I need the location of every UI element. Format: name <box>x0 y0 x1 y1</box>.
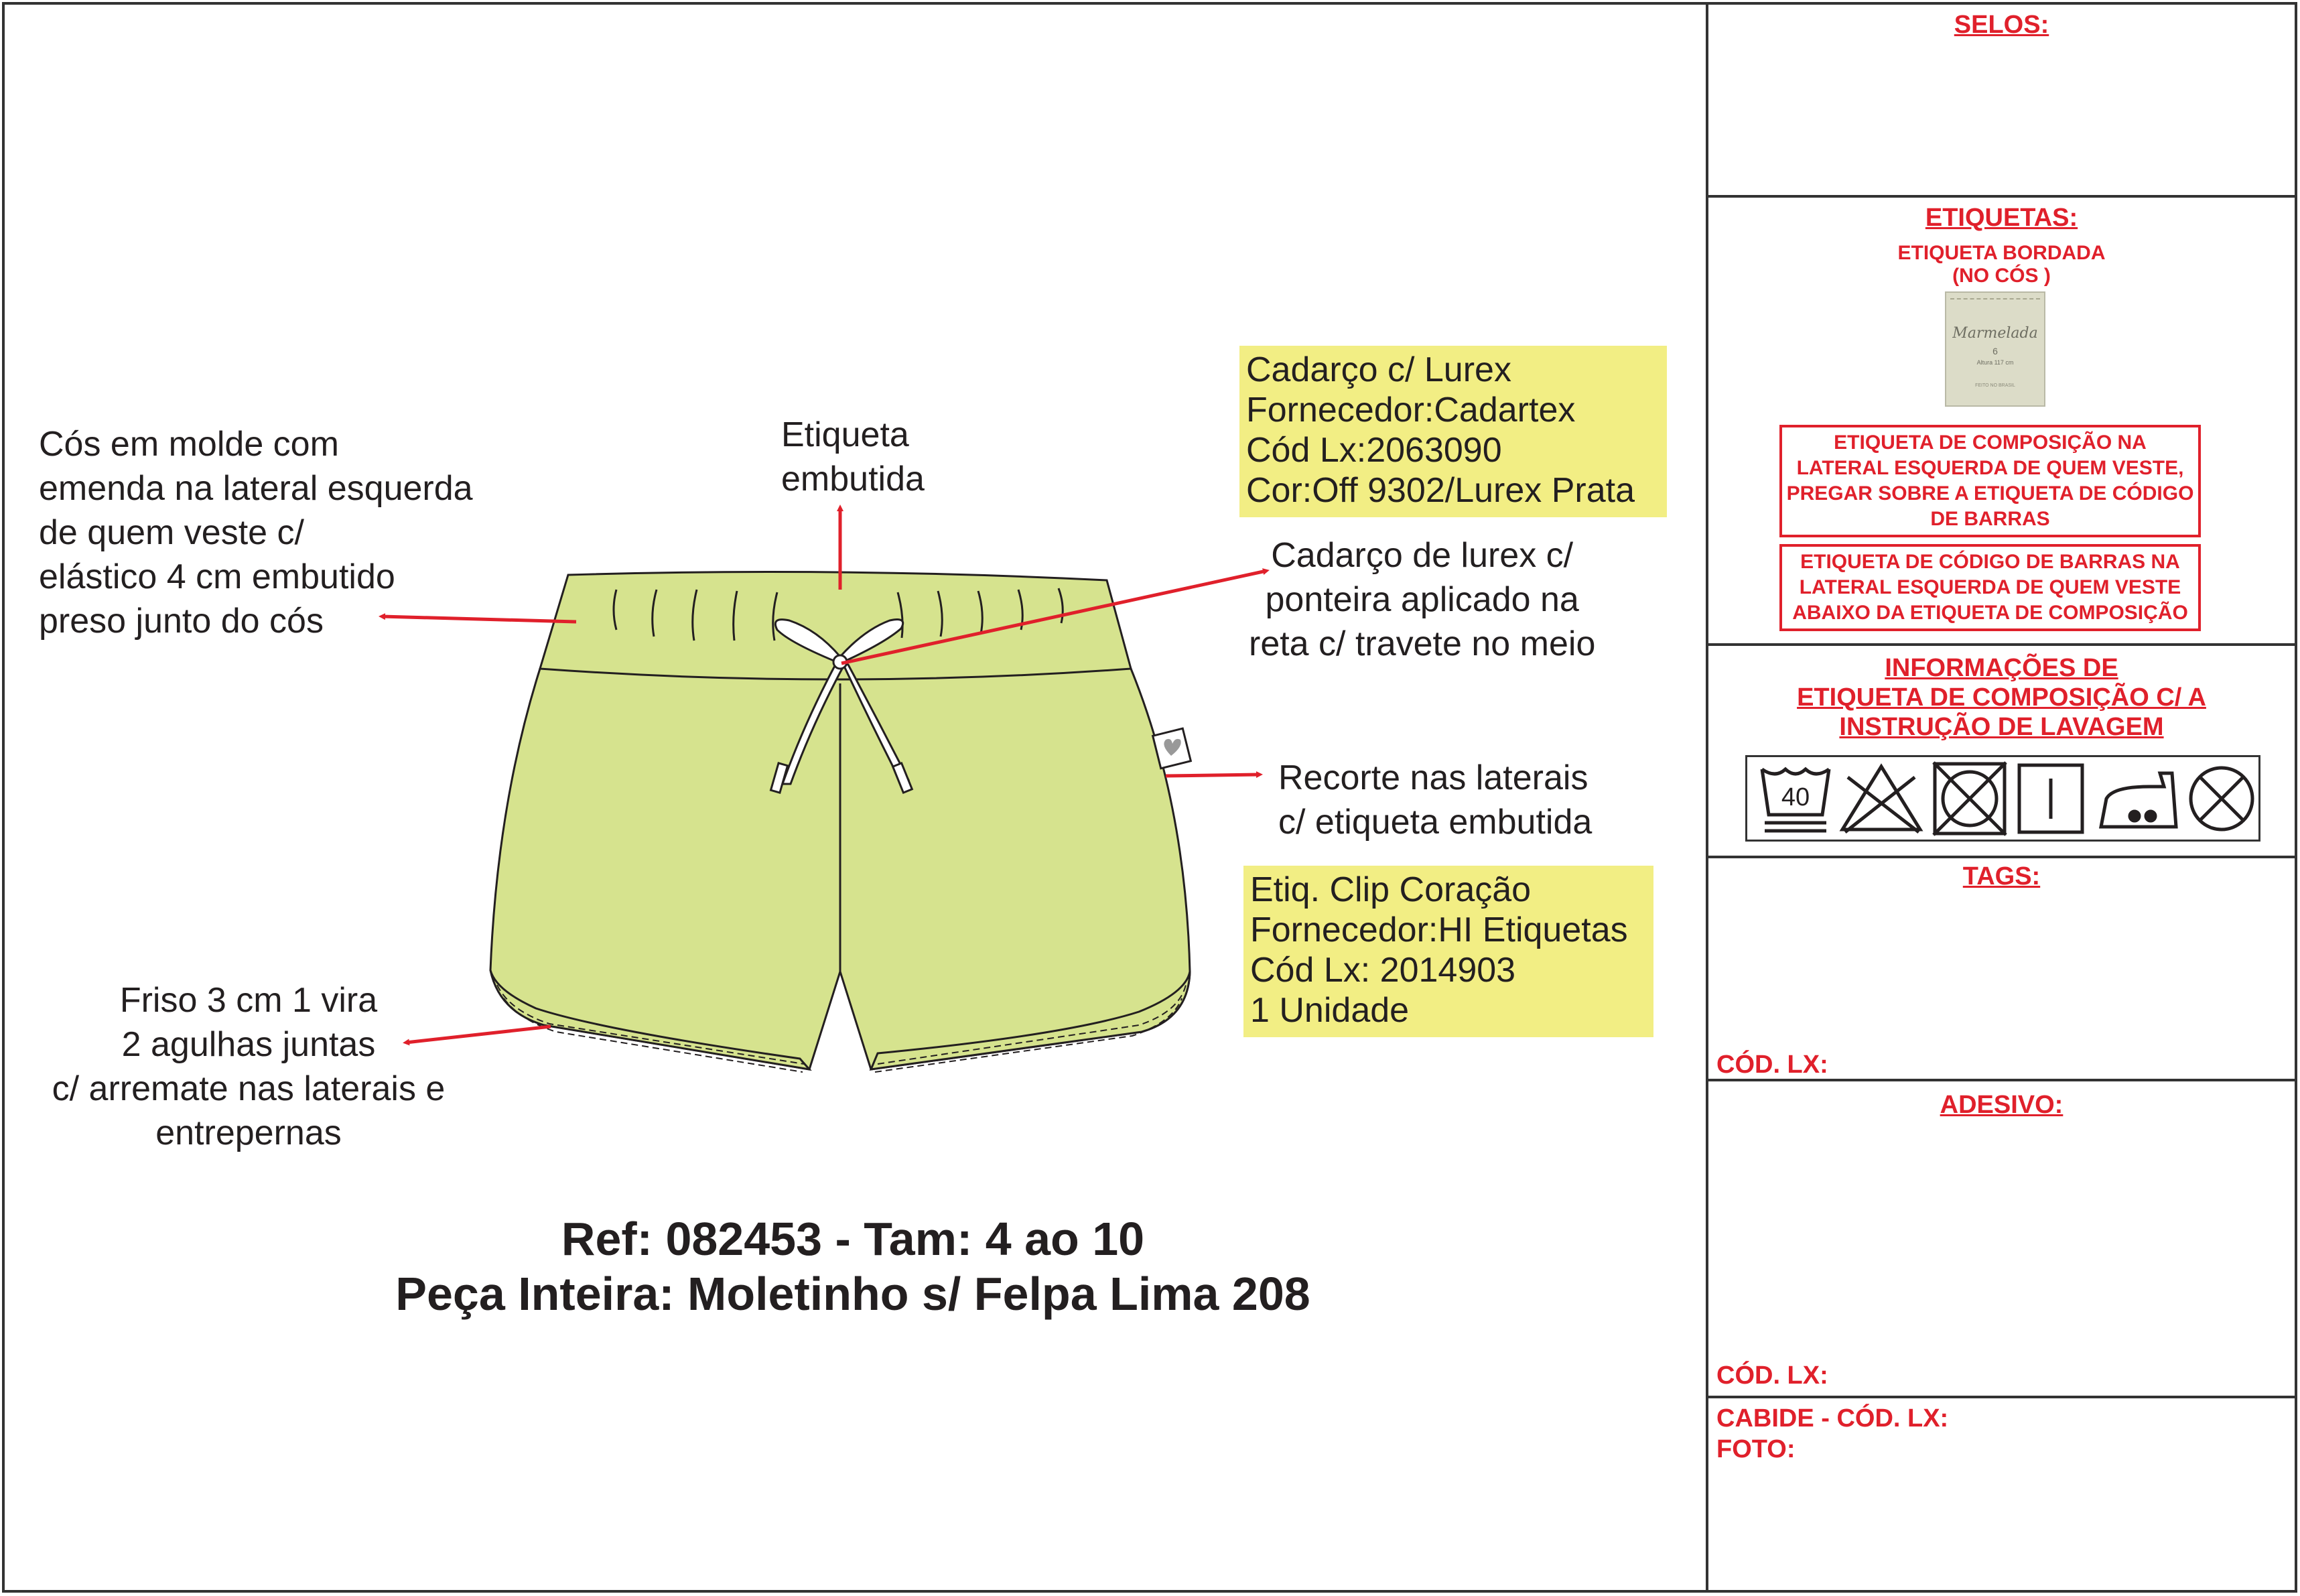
informacoes-title-1: INFORMAÇÕES DE <box>1885 654 2118 682</box>
adesivo-title: ADESIVO: <box>1940 1091 2064 1119</box>
label-brand: Marmelada <box>1952 325 2038 342</box>
note-cos: Cós em molde com emenda na lateral esquerda de quem veste c/ elástico 4 cm embutido preso junto do cós <box>39 425 473 641</box>
reference-line-2: Peça Inteira: Moletinho s/ Felpa Lima 208 <box>395 1268 1310 1320</box>
cabide-cod-lx: CABIDE - CÓD. LX: <box>1716 1404 1949 1433</box>
wash-temp: 40 <box>1781 783 1810 811</box>
note-recorte: Recorte nas laterais c/ etiqueta embutida <box>1278 758 1593 842</box>
etiqueta-bordada-label: ETIQUETA BORDADA <box>1897 242 2106 264</box>
reference-line-1: Ref: 082453 - Tam: 4 ao 10 <box>561 1213 1145 1265</box>
cadarco-line-2: Fornecedor:Cadartex <box>1246 391 1576 429</box>
note-cadarco-lurex: Cadarço de lurex c/ ponteira aplicado na reta c/ travete no meio <box>1249 536 1596 663</box>
note-etiqueta-embutida: Etiqueta embutida <box>781 415 925 498</box>
label-size: 6 <box>1992 346 1998 356</box>
cadarco-line-3: Cód Lx:2063090 <box>1246 431 1502 470</box>
composicao-instruction-text: ETIQUETA DE COMPOSIÇÃO NA LATERAL ESQUERDA DE QUEM VESTE, PREGAR SOBRE A ETIQUETA DE CÓDIGO DE BARRAS <box>1786 431 2194 530</box>
foto-label: FOTO: <box>1716 1435 1796 1463</box>
supplier-box-cadarco <box>1239 346 1667 517</box>
tags-title: TAGS: <box>1962 862 2041 890</box>
informacoes-title-2: ETIQUETA DE COMPOSIÇÃO C/ A <box>1797 683 2206 712</box>
cadarco-line-1: Cadarço c/ Lurex <box>1246 350 1511 389</box>
label-small: Altura 117 cm <box>1976 359 2014 366</box>
clip-line-2: Fornecedor:HI Etiquetas <box>1250 911 1628 949</box>
label-footer: FEITO NO BRASIL <box>1975 383 2015 388</box>
clip-line-4: 1 Unidade <box>1250 991 1410 1030</box>
etiquetas-title: ETIQUETAS: <box>1925 204 2078 232</box>
shorts-drawing <box>490 572 1191 1073</box>
codigo-barras-instruction-text: ETIQUETA DE CÓDIGO DE BARRAS NA LATERAL ESQUERDA DE QUEM VESTE ABAIXO DA ETIQUETA DE COMPOSIÇÃO <box>1792 551 2188 624</box>
heart-clip-tag <box>1153 728 1191 769</box>
cadarco-line-4: Cor:Off 9302/Lurex Prata <box>1246 471 1635 510</box>
informacoes-title-3: INSTRUÇÃO DE LAVAGEM <box>1839 713 2164 741</box>
clip-line-1: Etiq. Clip Coração <box>1250 870 1532 909</box>
note-friso: Friso 3 cm 1 vira 2 agulhas juntas c/ arremate nas laterais e entrepernas <box>52 981 446 1152</box>
arrow-recorte <box>1166 775 1260 776</box>
selos-title: SELOS: <box>1954 11 2049 39</box>
supplier-box-clip <box>1243 866 1653 1037</box>
etiqueta-bordada-sub: (NO CÓS ) <box>1952 265 2051 287</box>
tags-cod-lx: CÓD. LX: <box>1716 1051 1828 1079</box>
clip-line-3: Cód Lx: 2014903 <box>1250 951 1516 990</box>
adesivo-cod-lx: CÓD. LX: <box>1716 1361 1828 1390</box>
